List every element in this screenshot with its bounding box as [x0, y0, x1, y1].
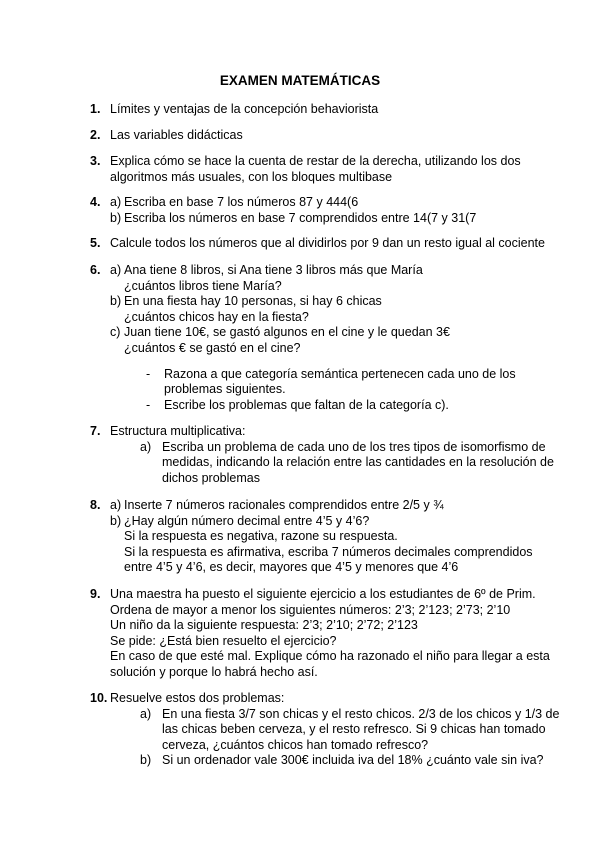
question-text-line: Se pide: ¿Está bien resuelto el ejercicio?: [110, 633, 337, 648]
sub-question-b: [140, 753, 544, 769]
sub-text: En una fiesta hay 10 personas, si hay 6 chicas: [124, 294, 382, 309]
question-5: [90, 236, 545, 252]
bullet-text: Razona a que categoría semántica pertenecen cada uno de los: [164, 366, 516, 381]
sub-question-b: [110, 294, 530, 310]
question-text-line: Explica cómo se hace la cuenta de restar de la derecha, utilizando los dos: [110, 154, 521, 168]
sub-text: entre 4’5 y 4’6, es decir, mayores que 4’5 y menores que 4’6: [124, 560, 459, 575]
sub-text: ¿cuántos chicos hay en la fiesta?: [124, 309, 309, 324]
sub-question-c: [110, 325, 530, 341]
sub-question-a: [140, 706, 560, 754]
sub-question-a: [110, 195, 530, 211]
question-text: Resuelve estos dos problemas:: [110, 691, 285, 705]
sub-text: dichos problemas: [162, 470, 260, 485]
bullet-item: [146, 367, 530, 398]
sub-text: En una fiesta 3/7 son chicas y el resto chicos. 2/3 de los chicos y 1/3 de: [162, 706, 560, 721]
question-number: 3.: [90, 154, 101, 168]
sub-text: ¿cuántos € se gastó en el cine?: [124, 340, 301, 355]
question-number: 4.: [90, 195, 101, 209]
sub-text: ¿cuántos libros tiene María?: [124, 278, 282, 293]
question-2: [90, 128, 530, 144]
question-number: 10.: [90, 691, 108, 705]
sub-text: Si la respuesta es afirmativa, escriba 7 números decimales comprendidos: [124, 544, 533, 559]
question-10: [90, 691, 560, 769]
question-number: 8.: [90, 498, 101, 512]
sub-text: medidas, indicando la relación entre las cantidades en la resolución de: [162, 455, 554, 470]
sub-question-b: [110, 211, 530, 227]
question-4: [90, 195, 530, 226]
sub-label: b): [110, 210, 122, 225]
question-text-line: En caso de que esté mal. Explique cómo ha razonado el niño para llegar a esta: [110, 649, 550, 664]
sub-text: Inserte 7 números racionales comprendidos entre 2/5 y ¾: [124, 498, 444, 512]
question-number: 9.: [90, 587, 101, 601]
bullet-text: Escribe los problemas que faltan de la categoría c).: [164, 397, 449, 412]
sub-text: Juan tiene 10€, se gastó algunos en el cine y le quedan 3€: [124, 325, 450, 340]
sub-label: a): [110, 498, 122, 512]
question-9: [90, 587, 550, 681]
sub-question-a: [140, 439, 554, 487]
question-number: 2.: [90, 128, 101, 142]
bullet-item: [146, 398, 530, 414]
sub-label: a): [140, 439, 152, 454]
sub-text: Si la respuesta es negativa, razone su respuesta.: [124, 529, 398, 544]
page-title: EXAMEN MATEMÁTICAS: [219, 73, 381, 88]
question-number: 6.: [90, 263, 101, 277]
sub-label: c): [110, 325, 121, 340]
bullet-dash: -: [146, 397, 151, 412]
sub-question-a: [110, 263, 530, 279]
sub-label: b): [140, 753, 152, 768]
bullet-dash: -: [146, 366, 151, 381]
question-text: Calcule todos los números que al dividirlos por 9 dan un resto igual al cociente: [110, 236, 545, 250]
sub-text: Escriba en base 7 los números 87 y 444(6: [124, 195, 359, 209]
sub-text: cerveza, ¿cuántos chicos han tomado refresco?: [162, 737, 429, 752]
sub-label: b): [110, 294, 122, 309]
question-number: 7.: [90, 424, 101, 438]
sub-label: a): [140, 706, 152, 721]
question-text: Estructura multiplicativa:: [110, 424, 246, 438]
question-1: [90, 102, 530, 118]
sub-text: las chicas beben cerveza, y el resto refresco. Si 9 chicas han tomado: [162, 722, 546, 737]
sub-label: a): [110, 195, 122, 209]
question-text-line: algoritmos más usuales, con los bloques multibase: [110, 169, 393, 184]
sub-text: Si un ordenador vale 300€ incluida iva del 18% ¿cuánto vale sin iva?: [162, 753, 544, 768]
question-text-line: Ordena de mayor a menor los siguientes números: 2’3; 2’123; 2’73; 2’10: [110, 602, 511, 617]
sub-text: Ana tiene 8 libros, si Ana tiene 3 libros más que María: [124, 263, 423, 277]
question-text: Límites y ventajas de la concepción behaviorista: [110, 102, 379, 116]
question-text-line: Una maestra ha puesto el siguiente ejercicio a los estudiantes de 6º de Prim.: [110, 587, 536, 601]
question-8: [90, 498, 533, 576]
question-3: [90, 154, 530, 185]
question-number: 5.: [90, 236, 101, 250]
sub-text: ¿Hay algún número decimal entre 4’5 y 4’6?: [124, 513, 370, 528]
sub-question-a: [110, 498, 530, 514]
bullet-text: problemas siguientes.: [164, 382, 286, 397]
question-text-line: solución y porque lo habrá hecho así.: [110, 664, 318, 679]
question-number: 1.: [90, 102, 101, 116]
sub-question-b: [110, 514, 530, 530]
sub-label: a): [110, 263, 122, 277]
sub-label: b): [110, 513, 122, 528]
question-6: [90, 263, 530, 413]
question-7: [90, 424, 554, 486]
question-text: Las variables didácticas: [110, 128, 243, 142]
question-text-line: Un niño da la siguiente respuesta: 2’3; 2’10; 2’72; 2’123: [110, 618, 418, 633]
sub-text: Escriba un problema de cada uno de los tres tipos de isomorfismo de: [162, 439, 546, 454]
sub-text: Escriba los números en base 7 comprendidos entre 14(7 y 31(7: [124, 210, 477, 225]
